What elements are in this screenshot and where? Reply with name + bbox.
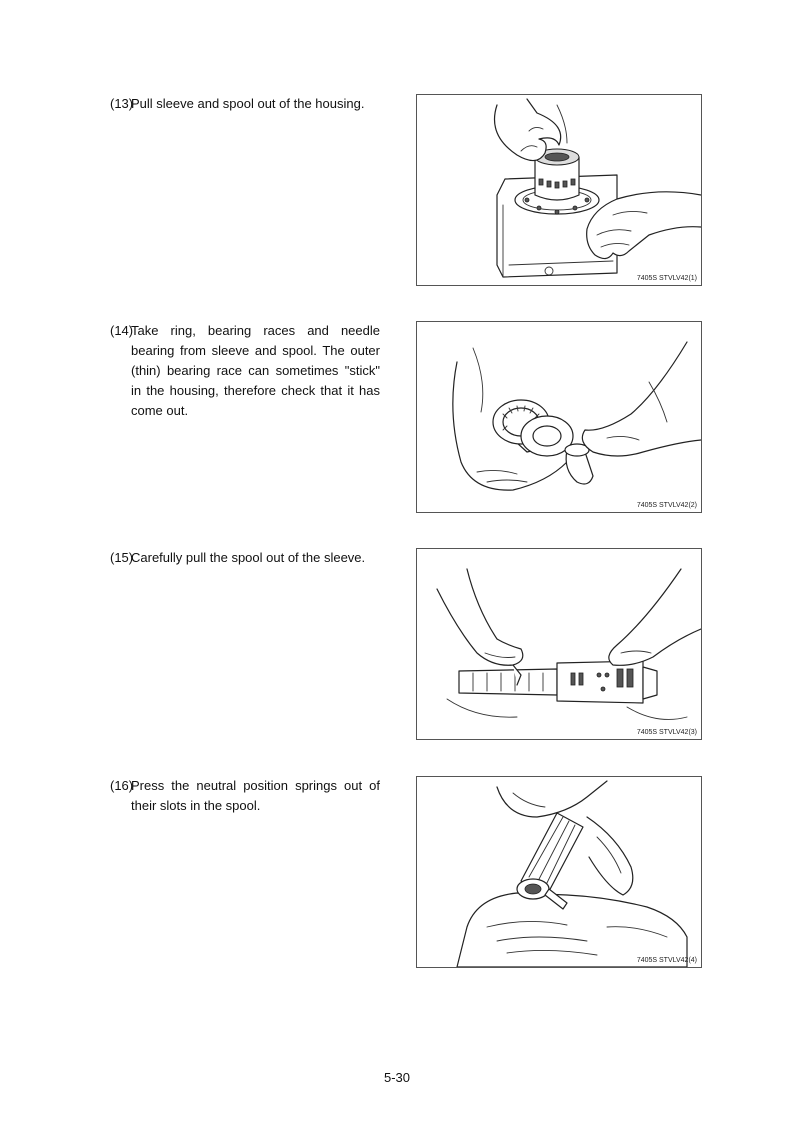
step-text: Carefully pull the spool out of the sleeve. [131, 550, 366, 565]
step-number: (13) [110, 96, 134, 111]
figure-caption: 7405S STVLV42(1) [636, 275, 697, 282]
figure-caption: 7405S STVLV42(3) [636, 729, 697, 736]
step-text: Pull sleeve and spool out of the housing. [131, 96, 365, 111]
illustration-neutral-springs [417, 777, 701, 967]
figure-caption: 7405S STVLV42(4) [636, 957, 697, 964]
illustration-pull-spool [417, 549, 701, 739]
figure-caption: 7405S STVLV42(2) [636, 502, 697, 509]
step-16 [110, 776, 380, 816]
figure-3 [416, 548, 702, 740]
step-15 [110, 548, 380, 568]
step-14 [110, 321, 380, 421]
step-number: (16) [110, 778, 134, 793]
figure-4 [416, 776, 702, 968]
step-number: (14) [110, 323, 134, 338]
step-13 [110, 94, 380, 114]
illustration-bearing-races [417, 322, 701, 512]
illustration-pull-sleeve [417, 95, 701, 285]
step-number: (15) [110, 550, 134, 565]
step-text: Press the neutral position springs out of their slots in the spool. [131, 778, 380, 813]
figure-2 [416, 321, 702, 513]
step-text: Take ring, bearing races and needle bearing from sleeve and spool. The outer (thin) bearing race can sometimes "stick" in the housing, therefore check that it has come out. [131, 323, 380, 418]
figure-1 [416, 94, 702, 286]
page-number: 5-30 [383, 1070, 411, 1085]
